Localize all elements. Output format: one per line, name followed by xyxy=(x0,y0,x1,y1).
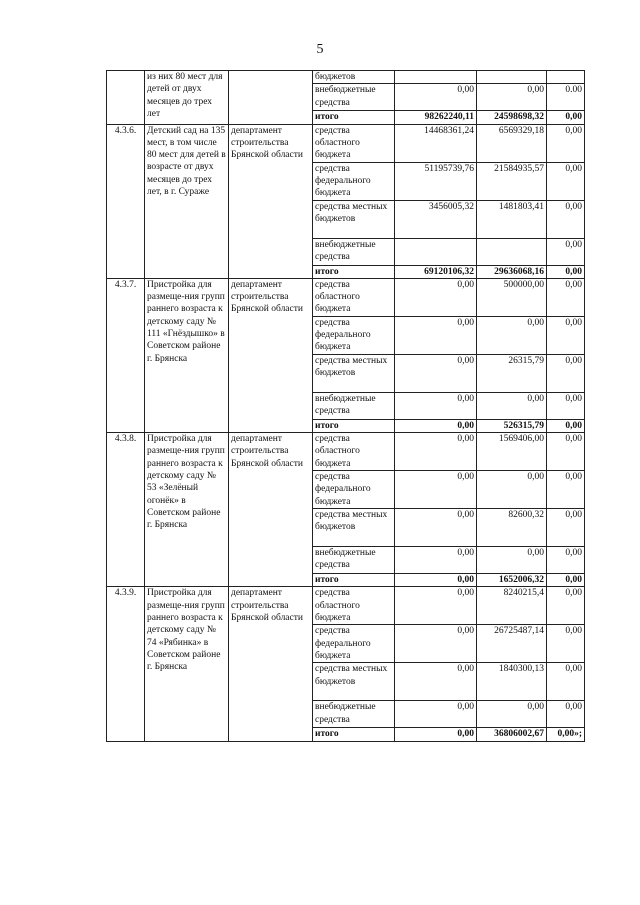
amount-v3: 0.00 xyxy=(547,84,585,111)
amount-v1: 0,00 xyxy=(395,471,477,509)
amount-v2 xyxy=(477,71,547,84)
amount-v2: 526315,79 xyxy=(477,419,547,432)
table-row xyxy=(107,433,585,471)
funding-source: средства областного бюджета xyxy=(313,587,395,625)
funding-source: итого xyxy=(313,265,395,278)
amount-v3: 0,00 xyxy=(547,471,585,509)
amount-v1: 0,00 xyxy=(395,278,477,316)
amount-v3: 0,00 xyxy=(547,354,585,392)
amount-v3: 0,00 xyxy=(547,265,585,278)
amount-v2 xyxy=(477,238,547,265)
amount-v1: 0,00 xyxy=(395,547,477,574)
funding-source: средства федерального бюджета xyxy=(313,316,395,354)
funding-source: средства местных бюджетов xyxy=(313,200,395,238)
amount-v3: 0,00»; xyxy=(547,728,585,741)
amount-v2: 0,00 xyxy=(477,84,547,111)
funding-source: средства областного бюджета xyxy=(313,124,395,162)
amount-v1: 51195739,76 xyxy=(395,162,477,200)
funding-source: бюджетов xyxy=(313,71,395,84)
item-name: Детский сад на 135 мест, в том числе 80 мест для детей в возрасте от двух месяцев до трех лет, в г. Сураже xyxy=(145,124,229,278)
amount-v3: 0,00 xyxy=(547,392,585,419)
funding-source: средства федерального бюджета xyxy=(313,162,395,200)
funding-source: средства областного бюджета xyxy=(313,433,395,471)
amount-v3: 0,00 xyxy=(547,701,585,728)
amount-v1: 3456005,32 xyxy=(395,200,477,238)
responsible-org: департамент строительства Брянской области xyxy=(229,278,313,432)
funding-source: средства федерального бюджета xyxy=(313,625,395,663)
amount-v2: 1652006,32 xyxy=(477,574,547,587)
budget-table-body xyxy=(107,71,585,742)
amount-v3: 0,00 xyxy=(547,509,585,547)
amount-v2: 6569329,18 xyxy=(477,124,547,162)
responsible-org: департамент строительства Брянской области xyxy=(229,124,313,278)
table-row xyxy=(107,124,585,162)
amount-v1: 0,00 xyxy=(395,354,477,392)
amount-v1: 0,00 xyxy=(395,587,477,625)
funding-source: итого xyxy=(313,111,395,124)
funding-source: итого xyxy=(313,419,395,432)
funding-source: средства федерального бюджета xyxy=(313,471,395,509)
amount-v2: 24598698,32 xyxy=(477,111,547,124)
item-code: 4.3.8. xyxy=(107,433,145,587)
amount-v3: 0,00 xyxy=(547,587,585,625)
responsible-org xyxy=(229,71,313,125)
funding-source: внебюджетные средства xyxy=(313,701,395,728)
item-name: из них 80 мест для детей от двух месяцев до трех лет xyxy=(145,71,229,125)
funding-source: средства местных бюджетов xyxy=(313,663,395,701)
amount-v2: 21584935,57 xyxy=(477,162,547,200)
amount-v1: 14468361,24 xyxy=(395,124,477,162)
amount-v1: 0,00 xyxy=(395,433,477,471)
amount-v1: 0,00 xyxy=(395,701,477,728)
amount-v2: 0,00 xyxy=(477,701,547,728)
amount-v2: 26315,79 xyxy=(477,354,547,392)
amount-v2: 0,00 xyxy=(477,547,547,574)
amount-v1: 69120106,32 xyxy=(395,265,477,278)
funding-source: средства местных бюджетов xyxy=(313,509,395,547)
amount-v3 xyxy=(547,71,585,84)
amount-v3: 0,00 xyxy=(547,433,585,471)
funding-source: итого xyxy=(313,728,395,741)
table-row xyxy=(107,71,585,84)
responsible-org: департамент строительства Брянской области xyxy=(229,587,313,741)
amount-v3: 0,00 xyxy=(547,111,585,124)
amount-v3: 0,00 xyxy=(547,162,585,200)
amount-v2: 36806002,67 xyxy=(477,728,547,741)
amount-v3: 0,00 xyxy=(547,238,585,265)
amount-v3: 0,00 xyxy=(547,547,585,574)
table-row xyxy=(107,278,585,316)
amount-v2: 82600,32 xyxy=(477,509,547,547)
amount-v1: 0,00 xyxy=(395,509,477,547)
amount-v1: 0,00 xyxy=(395,625,477,663)
amount-v3: 0,00 xyxy=(547,663,585,701)
amount-v1: 0,00 xyxy=(395,663,477,701)
item-name: Пристройка для размеще-ния групп раннего возраста к детскому саду № 53 «Зелёный огонёк» в Советском районе г. Брянска xyxy=(145,433,229,587)
funding-source: внебюджетные средства xyxy=(313,547,395,574)
item-name: Пристройка для размеще-ния групп раннего возраста к детскому саду № 111 «Гнёздышко» в Советском районе г. Брянска xyxy=(145,278,229,432)
amount-v3: 0,00 xyxy=(547,574,585,587)
amount-v2: 0,00 xyxy=(477,392,547,419)
amount-v1: 0,00 xyxy=(395,728,477,741)
amount-v2: 1569406,00 xyxy=(477,433,547,471)
amount-v1 xyxy=(395,238,477,265)
amount-v1: 0,00 xyxy=(395,316,477,354)
item-code: 4.3.6. xyxy=(107,124,145,278)
amount-v2: 29636068,16 xyxy=(477,265,547,278)
amount-v3: 0,00 xyxy=(547,419,585,432)
amount-v1: 0,00 xyxy=(395,574,477,587)
page-number: 5 xyxy=(316,42,324,57)
item-code xyxy=(107,71,145,125)
amount-v2: 26725487,14 xyxy=(477,625,547,663)
amount-v2: 500000,00 xyxy=(477,278,547,316)
funding-source: внебюджетные средства xyxy=(313,84,395,111)
item-code: 4.3.7. xyxy=(107,278,145,432)
responsible-org: департамент строительства Брянской области xyxy=(229,433,313,587)
funding-source: внебюджетные средства xyxy=(313,238,395,265)
funding-source: внебюджетные средства xyxy=(313,392,395,419)
funding-source: средства областного бюджета xyxy=(313,278,395,316)
amount-v2: 1840300,13 xyxy=(477,663,547,701)
funding-source: итого xyxy=(313,574,395,587)
budget-table xyxy=(106,70,585,742)
amount-v2: 0,00 xyxy=(477,471,547,509)
amount-v1: 0,00 xyxy=(395,419,477,432)
amount-v2: 1481803,41 xyxy=(477,200,547,238)
amount-v1 xyxy=(395,71,477,84)
amount-v1: 98262240,11 xyxy=(395,111,477,124)
amount-v3: 0,00 xyxy=(547,316,585,354)
amount-v3: 0,00 xyxy=(547,200,585,238)
amount-v3: 0,00 xyxy=(547,278,585,316)
amount-v2: 8240215,4 xyxy=(477,587,547,625)
item-code: 4.3.9. xyxy=(107,587,145,741)
amount-v1: 0,00 xyxy=(395,392,477,419)
funding-source: средства местных бюджетов xyxy=(313,354,395,392)
table-row xyxy=(107,587,585,625)
item-name: Пристройка для размеще-ния групп раннего возраста к детскому саду № 74 «Рябинка» в Советском районе г. Брянска xyxy=(145,587,229,741)
amount-v1: 0,00 xyxy=(395,84,477,111)
amount-v3: 0,00 xyxy=(547,124,585,162)
amount-v3: 0,00 xyxy=(547,625,585,663)
amount-v2: 0,00 xyxy=(477,316,547,354)
